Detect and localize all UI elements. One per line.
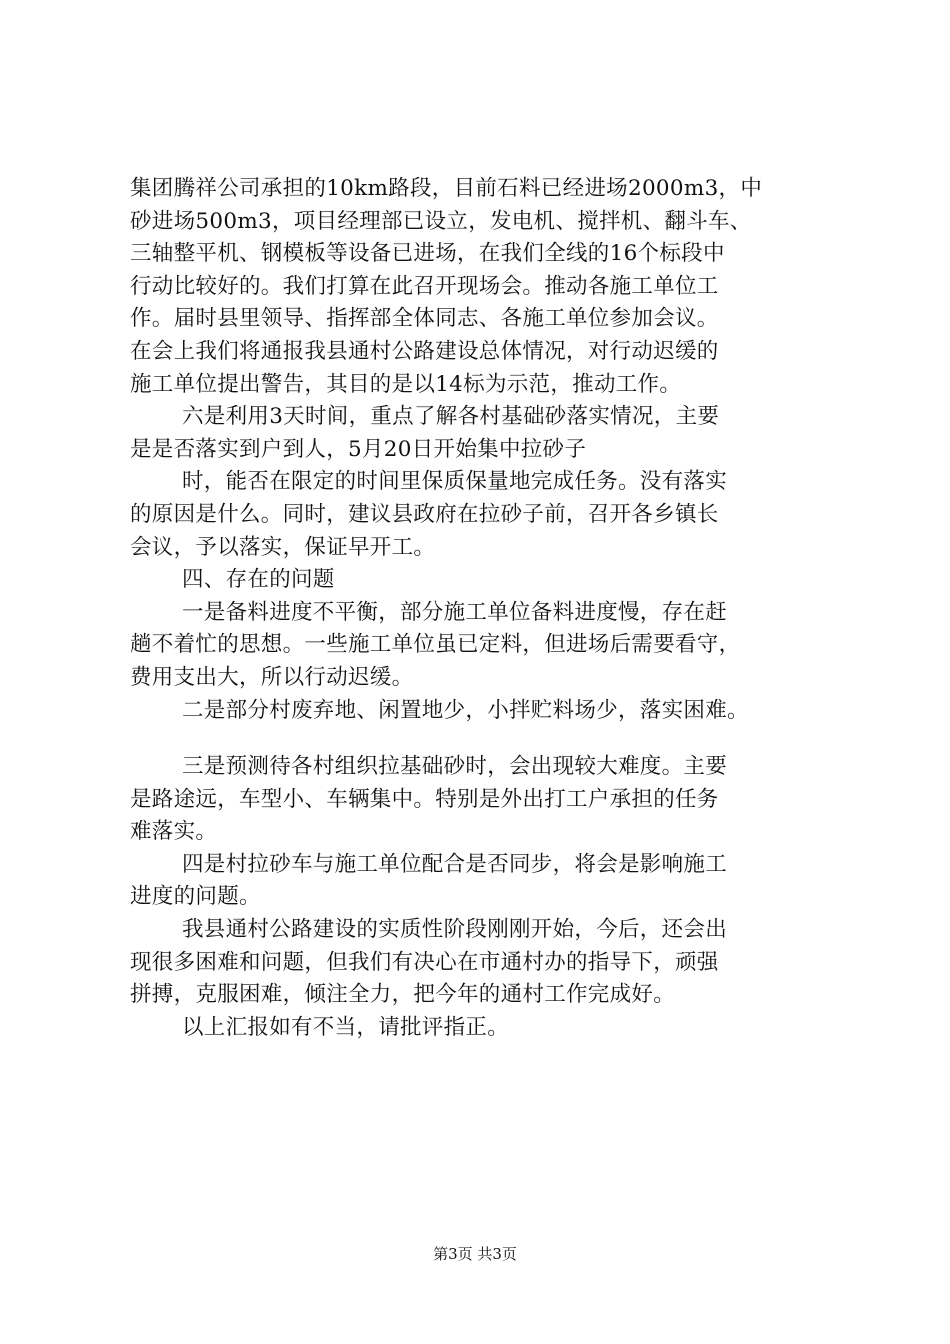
paragraph-six-start: 六是利用3天时间，重点了解各村基础砂落实情况，主要 — [182, 404, 720, 430]
text-line: 在会上我们将通报我县通村公路建设总体情况，对行动迟缓的 — [130, 338, 719, 364]
closing-paragraph: 我县通村公路建设的实质性阶段刚刚开始，今后，还会出 — [182, 917, 728, 943]
page-footer: 第3页 共3页 — [433, 1245, 517, 1263]
text-line: 砂进场500m3，项目经理部已设立，发电机、搅拌机、翻斗车、 — [130, 208, 752, 234]
text-line: 费用支出大，所以行动迟缓。 — [130, 664, 414, 690]
text-line: 现很多困难和问题，但我们有决心在市通村办的指导下，顽强 — [130, 949, 719, 975]
text-line: 行动比较好的。我们打算在此召开现场会。推动各施工单位工 — [130, 273, 719, 299]
text-line: 三轴整平机、钢模板等设备已进场，在我们全线的16个标段中 — [130, 241, 725, 267]
text-line: 难落实。 — [130, 819, 218, 845]
text-line: 进度的问题。 — [130, 884, 261, 910]
text-line: 时，能否在限定的时间里保质保量地完成任务。没有落实 — [182, 469, 728, 495]
text-line: 集团腾祥公司承担的10km路段，目前石料已经进场2000m3，中 — [130, 176, 763, 201]
text-line: 作。届时县里领导、指挥部全体同志、各施工单位参加会议。 — [130, 306, 719, 332]
text-line: 的原因是什么。同时，建议县政府在拉砂子前，召开各乡镇长 — [130, 501, 719, 527]
text-line: 施工单位提出警告，其目的是以14标为示范，推动工作。 — [130, 371, 682, 397]
closing-remark: 以上汇报如有不当，请批评指正。 — [182, 1014, 510, 1040]
issue-two: 二是部分村废弃地、闲置地少，小拌贮料场少，落实困难。 — [182, 697, 749, 723]
text-line: 是是否落实到户到人，5月20日开始集中拉砂子 — [130, 436, 587, 462]
text-line: 趟不着忙的思想。一些施工单位虽已定料，但进场后需要看守， — [130, 632, 741, 658]
section-heading: 四、存在的问题 — [182, 567, 335, 593]
document-body — [130, 173, 850, 1044]
text-line: 拼搏，克服困难，倾注全力，把今年的通村工作完成好。 — [130, 982, 676, 1008]
issue-one: 一是备料进度不平衡，部分施工单位备料进度慢，存在赶 — [182, 599, 728, 625]
issue-three: 三是预测待各村组织拉基础砂时，会出现较大难度。主要 — [182, 754, 728, 780]
text-line: 会议，予以落实，保证早开工。 — [130, 534, 436, 560]
issue-four: 四是村拉砂车与施工单位配合是否同步，将会是影响施工 — [182, 851, 728, 877]
text-line: 是路途远，车型小、车辆集中。特别是外出打工户承担的任务 — [130, 786, 719, 812]
